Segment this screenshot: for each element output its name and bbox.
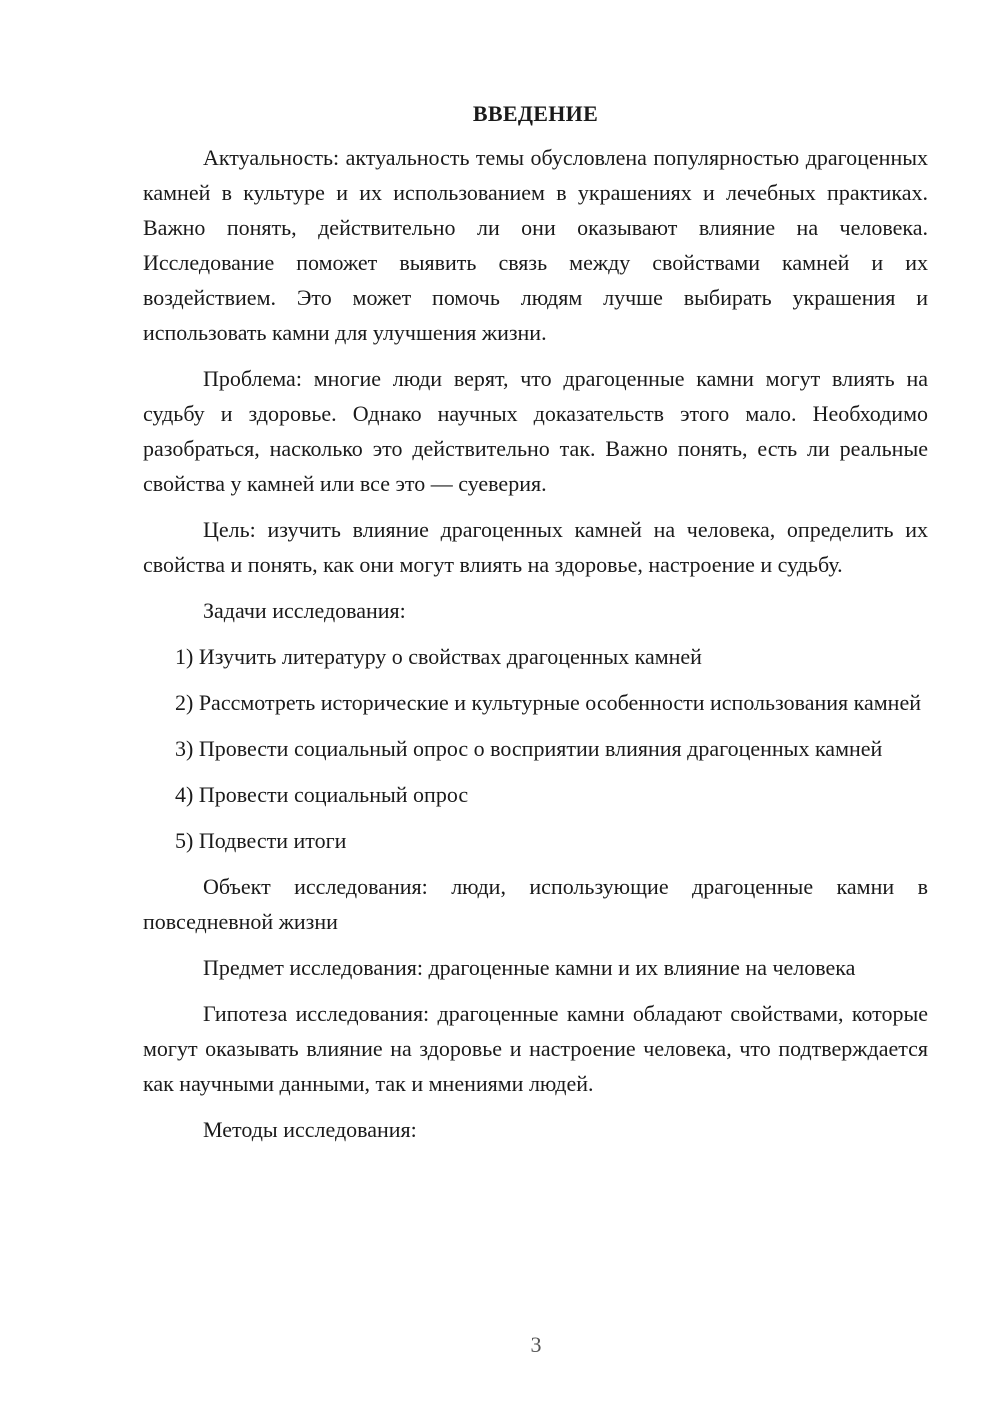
paragraph-relevance: Актуальность: актуальность темы обусловлена популярностью драгоценных камней в культуре и их использованием в украшениях и лечебных практиках. Важно понять, действительно ли они оказывают влияние на человека. Исследование поможет выявить связь между свойствами камней и их воздействием. Это может помочь людям лучше выбирать украшения и использовать камни для улучшения жизни. (143, 145, 928, 345)
list-item-task-1: 1) Изучить литературу о свойствах драгоценных камней (175, 644, 702, 669)
paragraph-object: Объект исследования: люди, использующие драгоценные камни в повседневной жизни (143, 874, 928, 934)
page-number: 3 (530, 1332, 542, 1357)
paragraph-problem: Проблема: многие люди верят, что драгоценные камни могут влиять на судьбу и здоровье. Однако научных доказательств этого мало. Необходимо разобраться, насколько это действительно так. Важно понять, есть ли реальные свойства у камней или все это — суеверия. (143, 366, 928, 496)
list-item-task-5: 5) Подвести итоги (175, 828, 347, 853)
paragraph-methods: Методы исследования: (203, 1117, 417, 1142)
paragraph-subject: Предмет исследования: драгоценные камни и их влияние на человека (203, 955, 856, 980)
paragraph-hypothesis: Гипотеза исследования: драгоценные камни обладают свойствами, которые могут оказывать влияние на здоровье и настроение человека, что подтверждается как научными данными, так и мнениями людей. (143, 1001, 928, 1096)
document-body (143, 96, 928, 1158)
paragraph-tasks-heading: Задачи исследования: (203, 598, 406, 623)
list-item-task-4: 4) Провести социальный опрос (175, 782, 469, 807)
paragraph-goal: Цель: изучить влияние драгоценных камней на человека, определить их свойства и понять, как они могут влиять на здоровье, настроение и судьбу. (143, 517, 928, 577)
section-title: ВВЕДЕНИЕ (472, 101, 599, 126)
list-item-task-2: 2) Рассмотреть исторические и культурные особенности использования камней (175, 690, 921, 715)
list-item-task-3: 3) Провести социальный опрос о восприятии влияния драгоценных камней (175, 736, 883, 761)
